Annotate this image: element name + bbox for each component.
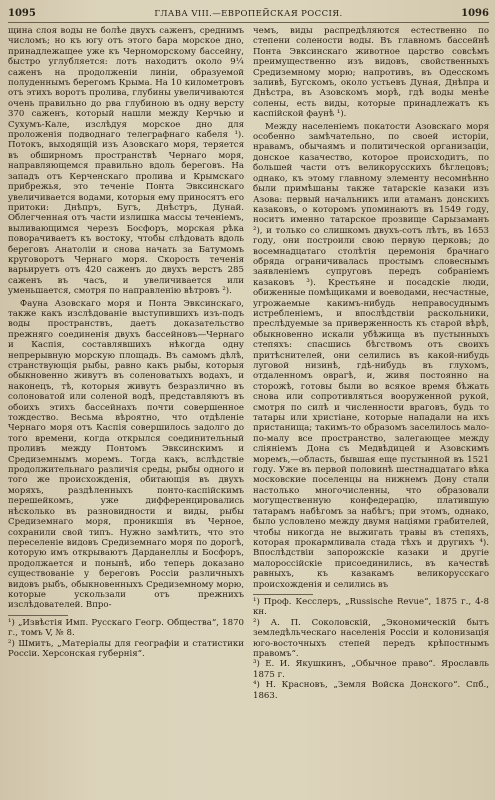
footnote: ¹) Проф. Кесслеръ, „Russische Revue“, 1875 г., 4-8 кн. (253, 596, 489, 618)
page-number-left: 1095 (8, 8, 36, 19)
footnote: ³) Е. И. Якушкинъ, „Обычное право“. Ярославль 1875 г. (253, 659, 489, 680)
paragraph-cossacks: Между населеніемъ покатости Азовскаго моря особенно замѣчательно, по своей исторіи, нравамъ, обычаямъ и политической организаціи, донское казачество, которое происходитъ, по большей части отъ великорусскихъ бѣглецовъ; однако, къ этому главному элементу несомнѣнно были примѣшаны также татарскіе казаки изъ Азова: первый начальникъ или атаманъ донскихъ казаковъ, о которомъ упоминаютъ въ 1549 году, носитъ именно татарское прозвище Сарызаманъ ²), и только со слишкомъ двухъ-сотъ лѣтъ, въ 1653 году, они построили свою первую церковь; до восемнадцатаго столѣтія церемонія брачнаго обряда ограничивалась простымъ словеснымъ заявленіемъ супруговъ передъ собраніемъ казаковъ ³). Крестьяне и посадскіе люди, обиженные помѣщиками и воеводами, несчастные, угрожаемые какимъ-нибудь неправосуднымъ истребленіемъ, и впослѣдствіи раскольники, преслѣдуемые за приверженность къ старой вѣрѣ, обыкновенно искали убѣжища въ пустынныхъ степяхъ: спасшись бѣгствомъ отъ своихъ притѣснителей, они селились въ какой-нибудь луговой низинѣ, гдѣ-нибудь въ глухомъ, отдаленномъ оврагѣ, и, живя постоянно на сторожѣ, готовы были во всякое время бѣжать снова или сопротивляться вооруженной рукой, смотря по силѣ и численности враговъ, будь то татары или христіане, которые нападали на ихъ пристанища; такимъ-то образомъ заселилось мало-по-малу все пространство, залегающее между слiяніемъ Дона съ Медвѣдицей и Азовскимъ моремъ,—область, бывшая еще пустынной въ 1521 году. Уже въ первой половинѣ шестнадцатаго вѣка московские поселенцы на нижнемъ Дону стали настолько многочисленны, что образовали могущественную конфедерацію, платившую татарамъ набѣгомъ за набѣгъ; при этомъ, однако, было условлено между двумя націями грабителей, чтобы никогда не выжигать травы въ степяхъ, которая прокармливала стада тѣхъ и другихъ ⁴). Впослѣдствіи запорожскіе казаки и другіе малороссійскіе присоединились, въ качествѣ равныхъ, къ казакамъ великорусскаго происхожденія и селились въ (253, 121, 489, 590)
right-column (253, 26, 489, 701)
paragraph-species: чемъ, виды распредѣляются естественно по степени солености воды. Въ главномъ бассейнѣ Понта Эвксинскаго животное царство совсѣмъ преимущественно изъ видовъ, свойственныхъ Средиземному морю; напротивъ, въ Одесскомъ заливѣ, Бугскомъ, около устьевъ Дуная, Днѣпра и Днѣстра, въ Азовскомъ морѣ, гдѣ воды менѣе солены, есть виды, которые принадлежатъ къ каспійской фаунѣ ¹). (253, 26, 489, 120)
chapter-title: ГЛАВА VIII.—ЕВРОПЕЙСКАЯ РОССІЯ. (154, 9, 343, 19)
left-column (8, 26, 244, 701)
footnote: ²) Шмитъ, „Матеріалы для географіи и статистики Россіи. Херсонская губернія“. (8, 638, 244, 659)
footnote-divider (8, 615, 68, 616)
running-head (8, 8, 489, 23)
paragraph-current: щина слоя воды не болѣе двухъ саженъ, среднимъ числомъ; но къ югу отъ этого бара морское дно, принадлежащее уже къ Черноморскому бассейну, быстро углубляется: лотъ находитъ около 9¼ саженъ на продолженіи линіи, образуемой полуденнымъ берегомъ Крыма. На 10 километровъ отъ этихъ воротъ пролива, глубины увеличиваются очень правильно до рва глубиною въ одну версту 370 саженъ, который нашли между Керчью и Сухумъ-Кале, изслѣдуя морское дно для проложенія подводнаго телеграфнаго кабеля ¹). Потокъ, выходящій изъ Азовскаго моря, теряется въ обширномъ пространствѣ Чернаго моря, направляющемся правильно вдоль береговъ. На западъ отъ Керченскаго пролива и Крымскаго прибрежья, это теченіе Понта Эвксинскаго увеличивается водами, которыя ему приносятъ его притоки: Днѣпръ, Бугъ, Днѣстръ, Дунай. Облегченная отъ части излишка массы теченіемъ, выливающимся черезъ Босфоръ, морская рѣка поворачиваетъ къ востоку, чтобы слѣдовать вдоль береговъ Анатоліи и снова начать за Батумомъ круговоротъ Чернаго моря. Скорость теченія варьируетъ отъ 420 саженъ до двухъ верстъ 285 саженъ въ часъ, и увеличивается или уменьшается, смотря по направленію вѣтровъ ²). (8, 26, 244, 297)
footnote: ¹) „Извѣстія Имп. Русскаго Геогр. Общества“, 1870 г., томъ V, № 8. (8, 617, 244, 639)
footnote: ²) А. П. Соколовскій, „Экономическій бытъ земледѣльческаго населенія Россіи и колонизація юго-восточныхъ степей передъ крѣпостнымъ правомъ“. (253, 617, 489, 659)
page-number-right: 1096 (461, 8, 489, 19)
text-columns (8, 26, 489, 701)
footnote-divider (253, 594, 313, 595)
paragraph-fauna: Фауна Азовскаго моря и Понта Эвксинскаго, также какъ изслѣдованіе выступившихъ изъ-подъ воды пространствъ, даетъ доказательство прежняго соединенія двухъ бассейновъ—Чернаго и Каспія, составлявшихъ нѣкогда одну непрерывную морскую площадь. Въ самомъ дѣлѣ, странствующія рыбы, равно какъ рыбы, которыя обыкновенно живутъ въ соленоватыхъ водахъ, и наконецъ, тѣ, которыя живутъ безразлично въ солоноватой или соленой водѣ, представляютъ въ обоихъ этихъ бассейнахъ почти совершенное тождество. Весьма вѣроятно, что отдѣленіе Чернаго моря отъ Каспія совершилось задолго до того времени, когда открылся соединительный проливъ между Понтомъ Эвксинскимъ и Средиземнымъ моремъ. Тогда какъ, вслѣдствіе продолжительнаго различія среды, рыбы одного и того же происхожденія, обитающія въ двухъ моряхъ, раздѣленныхъ понто-каспійскимъ перешейкомъ, уже дифференцировались нѣсколько въ разновидности и виды, рыбы Средиземнаго моря, проникшія въ Черное, сохранили свой типъ. Нужно замѣтить, что это переселеніе видовъ Средиземнаго моря по дорогѣ, которую имъ открываютъ Дарданеллы и Босфоръ, продолжается и понынѣ, ибо теперь доказано существованіе у береговъ Россіи различныхъ видовъ рыбъ, обыкновенныхъ Средиземному морю, которые ускользали отъ прежнихъ изслѣдователей. Впро- (8, 298, 244, 611)
footnote: ⁴) Н. Красновъ, „Земля Войска Донского“. Спб., 1863. (253, 680, 489, 701)
